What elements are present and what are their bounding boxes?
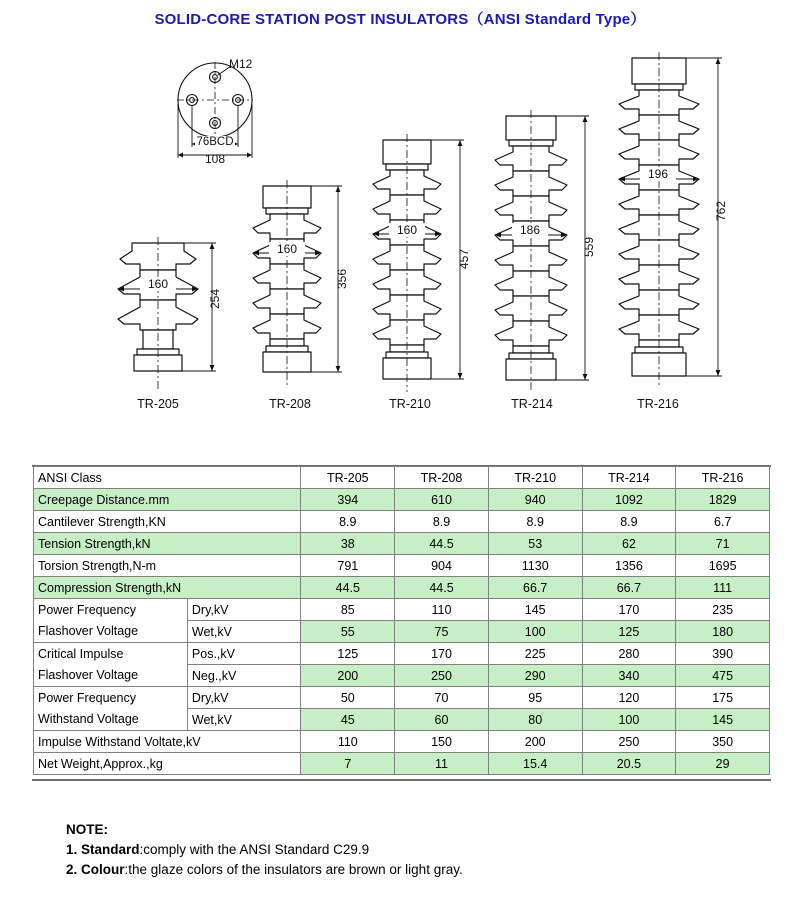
header-col-1: TR-208 [395,467,489,489]
row-value: 110 [301,731,395,753]
row-value: 235 [676,599,770,621]
row-value: 6.7 [676,511,770,533]
row-value: 1130 [488,555,582,577]
figure-tr-216 [592,52,737,397]
figure-label-tr-216: TR-216 [637,397,679,411]
row-value: 29 [676,753,770,775]
row-value: 1829 [676,489,770,511]
row-value: 8.9 [488,511,582,533]
note-item-2 [66,860,463,880]
tr-216-height-label: 762 [714,200,728,222]
tr-205-width-label: 160 [140,277,176,291]
row-label: Cantilever Strength,KN [34,511,301,533]
row-value: 8.9 [582,511,676,533]
table-row [34,599,770,621]
row-label: Flashover Voltage [34,621,188,643]
tr-210-height-label: 457 [457,248,471,270]
figure-tr-210 [345,134,475,399]
row-value: 1356 [582,555,676,577]
row-value: 70 [395,687,489,709]
table-row [34,621,770,643]
table-row [34,709,770,731]
row-value: 75 [395,621,489,643]
row-value: 180 [676,621,770,643]
row-value: 200 [301,665,395,687]
tr-205-height-label: 254 [208,288,222,310]
bolt-pattern-detail [155,52,280,167]
row-value: 225 [488,643,582,665]
outer-diameter-label: 108 [204,152,226,166]
header-col-4: TR-216 [676,467,770,489]
bolt-thread-label: M12 [229,57,253,71]
row-value: 110 [395,599,489,621]
row-value: 250 [395,665,489,687]
row-value: 44.5 [301,577,395,599]
row-value: 390 [676,643,770,665]
row-value: 200 [488,731,582,753]
row-label: Compression Strength,kN [34,577,301,599]
row-value: 145 [488,599,582,621]
row-value: 940 [488,489,582,511]
header-label: ANSI Class [34,467,301,489]
tr-210-width-label: 160 [389,223,425,237]
figure-label-tr-214: TR-214 [511,397,553,411]
row-value: 100 [488,621,582,643]
specification-table [33,466,770,775]
row-value: 125 [582,621,676,643]
note-1-number: 1. [66,842,78,857]
row-value: 66.7 [582,577,676,599]
row-sublabel: Wet,kV [187,709,301,731]
row-value: 791 [301,555,395,577]
tr-208-width-label: 160 [269,242,305,256]
row-value: 1695 [676,555,770,577]
row-value: 55 [301,621,395,643]
table-header-row [34,467,770,489]
tr-216-width-label: 196 [640,167,676,181]
table-row [34,687,770,709]
row-value: 62 [582,533,676,555]
row-value: 475 [676,665,770,687]
row-value: 904 [395,555,489,577]
row-value: 8.9 [301,511,395,533]
table-row [34,555,770,577]
figure-label-tr-210: TR-210 [389,397,431,411]
row-value: 15.4 [488,753,582,775]
row-value: 125 [301,643,395,665]
row-value: 111 [676,577,770,599]
row-value: 60 [395,709,489,731]
table-row [34,577,770,599]
insulator-drawings [0,42,800,432]
row-value: 50 [301,687,395,709]
row-value: 145 [676,709,770,731]
row-label: Net Weight,Approx.,kg [34,753,301,775]
row-value: 85 [301,599,395,621]
header-col-2: TR-210 [488,467,582,489]
row-value: 394 [301,489,395,511]
row-value: 170 [395,643,489,665]
row-label: Flashover Voltage [34,665,188,687]
table-row [34,731,770,753]
row-value: 120 [582,687,676,709]
note-1-text: :comply with the ANSI Standard C29.9 [139,842,370,857]
row-sublabel: Pos.,kV [187,643,301,665]
row-value: 340 [582,665,676,687]
row-value: 95 [488,687,582,709]
note-2-text: :the glaze colors of the insulators are brown or light gray. [124,862,463,877]
note-item-1 [66,840,463,860]
row-label: Creepage Distance.mm [34,489,301,511]
figure-label-tr-208: TR-208 [269,397,311,411]
row-value: 11 [395,753,489,775]
bolt-circle-label: 76BCD [196,136,234,148]
figure-label-tr-205: TR-205 [137,397,179,411]
figure-tr-214 [468,110,603,400]
row-sublabel: Wet,kV [187,621,301,643]
tr-214-width-label: 186 [512,223,548,237]
row-label: Power Frequency [34,599,188,621]
row-value: 250 [582,731,676,753]
table-row [34,533,770,555]
row-value: 45 [301,709,395,731]
row-label: Torsion Strength,N-m [34,555,301,577]
row-label: Withstand Voltage [34,709,188,731]
note-2-term: Colour [81,862,125,877]
table-row [34,489,770,511]
figure-tr-205 [88,237,228,397]
row-value: 8.9 [395,511,489,533]
tr-214-height-label: 559 [582,236,596,258]
row-value: 38 [301,533,395,555]
row-value: 175 [676,687,770,709]
row-label: Power Frequency [34,687,188,709]
header-col-3: TR-214 [582,467,676,489]
row-value: 350 [676,731,770,753]
row-value: 170 [582,599,676,621]
row-value: 20.5 [582,753,676,775]
row-label: Critical Impulse [34,643,188,665]
row-value: 7 [301,753,395,775]
row-sublabel: Neg.,kV [187,665,301,687]
page-title: SOLID-CORE STATION POST INSULATORS（ANSI Standard Type） [154,11,646,28]
row-value: 290 [488,665,582,687]
row-value: 150 [395,731,489,753]
row-value: 610 [395,489,489,511]
row-sublabel: Dry,kV [187,687,301,709]
row-value: 44.5 [395,577,489,599]
row-value: 100 [582,709,676,731]
note-2-number: 2. [66,862,78,877]
table-row [34,753,770,775]
row-value: 1092 [582,489,676,511]
row-value: 71 [676,533,770,555]
notes-heading: NOTE: [66,822,108,837]
row-value: 280 [582,643,676,665]
row-value: 66.7 [488,577,582,599]
row-label: Impulse Withstand Voltate,kV [34,731,301,753]
table-row [34,665,770,687]
table-row [34,511,770,533]
row-sublabel: Dry,kV [187,599,301,621]
figure-tr-208 [225,180,355,398]
notes-block [66,820,463,880]
row-value: 53 [488,533,582,555]
tr-208-height-label: 356 [335,268,349,290]
note-1-term: Standard [81,842,140,857]
row-value: 44.5 [395,533,489,555]
header-col-0: TR-205 [301,467,395,489]
row-label: Tension Strength,kN [34,533,301,555]
table-row [34,643,770,665]
table-bottom-rule [32,779,771,781]
row-value: 80 [488,709,582,731]
